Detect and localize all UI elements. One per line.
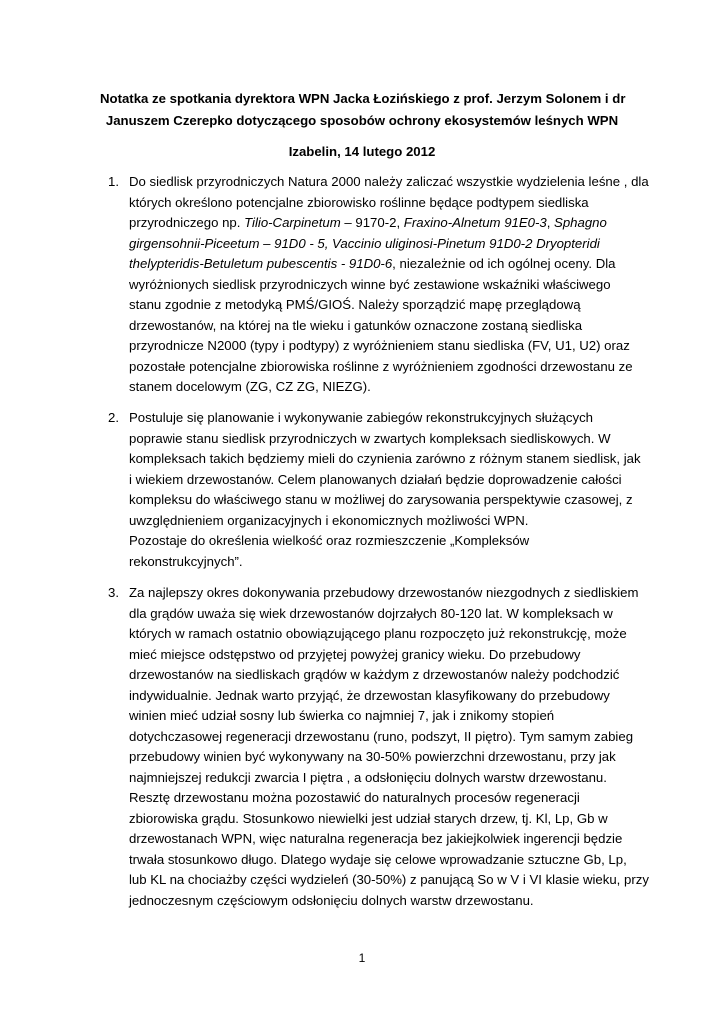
paragraph-line: stanu zgodnie z metodyką PMŚ/GIOŚ. Należy sporządzić mapę przeglądową [129, 297, 581, 312]
paragraph-line: drzewostanów, na której na tle wieku i gatunków oznaczone zostaną siedliska [129, 317, 583, 333]
paragraph-line: najmniejszej redukcji zwarcia I piętra , a odsłonięciu dolnych warstw drzewostanu. [129, 769, 607, 785]
paragraph-line: Za najlepszy okres dokonywania przebudowy drzewostanów niezgodnych z siedliskiem [129, 585, 639, 600]
paragraph-line: lub KL na chociażby części wydzieleń (30-50%) z panującą So w V i VI klasie wieku, przy [129, 872, 649, 887]
paragraph-line [129, 213, 607, 234]
paragraph-line: wyróżnionych siedlisk przyrodniczych winne być zestawione wskaźniki właściwego [129, 276, 611, 292]
text-run: , [546, 215, 555, 230]
paragraph-line: Postuluje się planowanie i wykonywanie zabiegów rekonstrukcyjnych służących [129, 410, 593, 425]
paragraph-line: dotychczasowej regeneracji drzewostanu (runo, podszyt, II piętro). Tym samym zabieg [129, 728, 634, 744]
text-run: – 9170-2, [340, 215, 404, 230]
paragraph-line: Do siedlisk przyrodniczych Natura 2000 należy zaliczać wszystkie wydzielenia leśne , dla [129, 174, 649, 189]
title-line-1: Notatka ze spotkania dyrektora WPN Jacka Łozińskiego z prof. Jerzym Solonem i dr [100, 91, 626, 106]
paragraph-line: których określono potencjalne zbiorowisko roślinne będące podtypem siedliska [129, 194, 589, 210]
species-name-italic: thelypteridis-Betuletum pubescentis - 91D0-6 [129, 256, 393, 271]
paragraph-line: drzewostanów na siedliskach grądów w każdym z drzewostanów należy podchodzić [129, 667, 620, 682]
paragraph-line: pozostałe potencjalne zbiorowiska roślinne z wyróżnieniem zgodności drzewostanu ze [129, 358, 633, 374]
paragraph-line [129, 254, 616, 275]
list-item-number: 2. [108, 410, 119, 425]
paragraph-line: kompleksu do właściwego stanu w możliwej do zarysowania perspektywie czasowej, z [129, 492, 633, 507]
species-name-italic: Fraxino-Alnetum 91E0-3 [403, 215, 547, 230]
paragraph-line: stanem docelowym (ZG, CZ ZG, NIEZG). [129, 379, 371, 394]
paragraph-line: Resztę drzewostanu można pozostawić do naturalnych procesów regeneracji [129, 790, 580, 805]
paragraph-line: jednoczesnym częściowym odsłonięciu dolnych warstw drzewostanu. [129, 892, 534, 908]
species-name-italic: Tilio-Carpinetum [244, 215, 341, 230]
paragraph-line: poprawie stanu siedlisk przyrodniczych w zwartych kompleksach siedliskowych. W [129, 430, 611, 446]
paragraph-line: drzewostanach WPN, więc naturalna regeneracja bez jakiejkolwiek ingerencji będzie [129, 831, 623, 846]
paragraph-line: rekonstrukcyjnych”. [129, 553, 243, 569]
paragraph-line [129, 234, 600, 255]
title-line-2: Januszem Czerepko dotyczącego sposobów ochrony ekosystemów leśnych WPN [105, 113, 619, 128]
paragraph-line: kompleksach takich będziemy mieli do czynienia zarówno z różnym stanem siedlisk, jak [129, 451, 641, 466]
paragraph-line: i wiekiem drzewostanów. Celem planowanych działań będzie doprowadzenie całości [129, 471, 622, 487]
text-run: przyrodniczego np. [129, 215, 245, 230]
paragraph-line: winien mieć udział sosny lub świerka co najmniej 7, jak i znikomy stopień [129, 708, 555, 723]
paragraph-line: uwzględnieniem organizacyjnych i ekonomicznych możliwości WPN. [129, 512, 529, 528]
species-name-italic: girgensohnii-Piceetum – 91D0 - 5, Vaccinio uliginosi-Pinetum 91D0-2 Dryopteridi [129, 235, 600, 251]
species-name-italic: Sphagno [554, 215, 607, 230]
list-item-number: 1. [108, 174, 119, 189]
paragraph-line: przyrodnicze N2000 (typy i podtypy) z wyróżnieniem stanu siedliska (FV, U1, U2) oraz [129, 338, 630, 353]
list-item-number: 3. [108, 585, 119, 600]
document-title [100, 88, 624, 132]
paragraph-line: przebudowy winien być wykonywany na 30-50% powierzchni drzewostanu, przy jak [129, 749, 616, 764]
paragraph-line: Pozostaje do określenia wielkość oraz rozmieszczenie „Kompleksów [129, 533, 530, 548]
text-run: , niezależnie od ich ogólnej oceny. Dla [392, 256, 616, 271]
document-date: Izabelin, 14 lutego 2012 [288, 144, 436, 159]
paragraph-line: indywidualnie. Jednak warto przyjąć, że drzewostan klasyfikowany do przebudowy [129, 687, 610, 703]
paragraph-line: zbiorowiska grądu. Stosunkowo niewielki jest udział starych drzew, tj. Kl, Lp, Gb w [129, 810, 608, 826]
paragraph-line: dla grądów uważa się wiek drzewostanów dojrzałych 80-120 lat. W kompleksach w [129, 605, 613, 621]
paragraph-line: mieć miejsce odstępstwo od przyjętej powyżej granicy wieku. Do przebudowy [129, 646, 581, 662]
paragraph-line: których w ramach ostatnio obowiązującego planu rozpoczęto już rekonstrukcję, może [129, 626, 627, 641]
page-number: 1 [358, 951, 366, 965]
paragraph-line: trwała stosunkowo długo. Dlatego wydaje się celowe wprowadzanie sztuczne Gb, Lp, [129, 851, 627, 867]
